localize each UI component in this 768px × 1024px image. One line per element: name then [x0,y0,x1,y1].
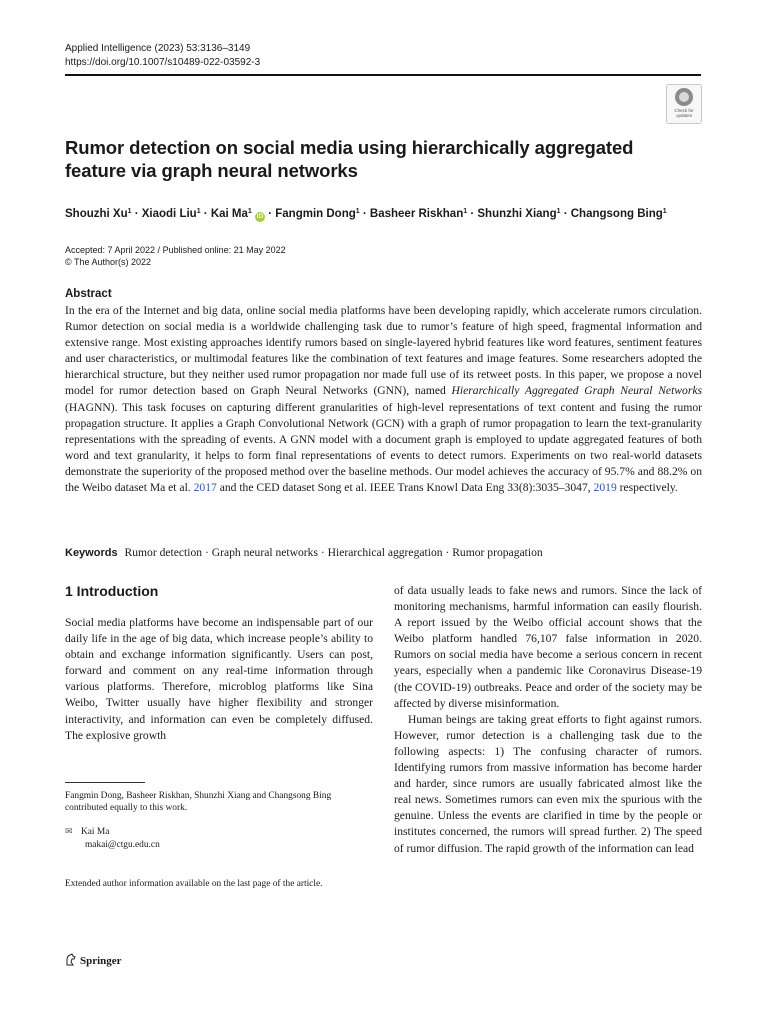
article-title: Rumor detection on social media using hierarchically aggregated feature via graph neural networks [65,137,634,181]
intro-paragraph: Human beings are taking great efforts to fight against rumors. However, rumor detection is a challenging task due to the following aspects: 1) The confusing character of rumors. Identifying rumors from massive information has become harder and harder, since rumors are usually fabricated almost like the real news. Sometimes rumors can even mix the spurious with the genuine. Unless the events are clarified in time by the people or institutes concerned, the rumors will spread further. 2) The speed of rumor diffusion. The rapid growth of the information can lead [394,712,702,855]
author-affiliation: 1 [556,208,561,215]
intro-paragraph: of data usually leads to fake news and rumors. Since the lack of monitoring mechanisms, harmful information can easily flourish. A report issued by the Weibo official account shows that the Weibo platform handled 76,107 false information in 2020. Rumors on social media have become a serious concern in recent years, especially when a pandemic like Coronavirus Disease-19 (the COVID-19) outbreaks. Peace and order of the society may be affected by diverse misinformation. [394,584,702,710]
author-affiliation: 1 [355,208,360,215]
author-name[interactable]: Shouzhi Xu [65,208,128,220]
citation-link[interactable]: 2019 [593,481,617,495]
author-list: Shouzhi $Xu^1$ · Xiaodi Liu$^1$ · Kai Ma$^1$ iD · Fangmin Dong$^1$ · Basheer Riskhan$^1$ · Shunzhi Xiang$^1$ · Changsong Bing$^1$ [65,208,667,220]
author-name[interactable]: Fangmin Dong [275,208,356,220]
corresponding-email-link[interactable]: makai@ctgu.edu.cn [85,839,160,850]
author-name[interactable]: Basheer Riskhan [369,208,464,220]
check-for-updates-icon[interactable] [666,84,702,124]
author-name[interactable]: Kai Ma [210,208,248,220]
check-updates-label-2: updates [675,113,692,118]
mail-envelope-icon: ✉ [65,826,73,836]
abstract-heading: Abstract [65,288,112,300]
footnote-rule [65,782,145,783]
corresponding-author [65,825,160,851]
author-affiliation: 1 [247,208,252,215]
extended-author-info: Extended author information available on the last page of the article. [65,879,323,889]
model-name: Hierarchically Aggregated Graph Neural Networks [451,384,702,398]
intro-paragraph: Social media platforms have become an indispensable part of our daily life in the age of big data, which increase people’s ability to obtain and exchange information significantly. Users can post, forward and comment on any real-time information through various platforms. Therefore, microblog platforms like Sina Weibo, Twitter usually have higher flexibility and stronger interactivity, and information can even be completely diffused. The explosive growth [65,616,373,742]
springer-horse-icon [65,953,77,966]
journal-citation: Applied Intelligence (2023) 53:3136–3149 [65,43,251,54]
header-rule [65,74,701,76]
abstract-text: In the era of the Internet and big data, online social media platforms have been developing rapidly, which accelerate rumors circulation. Rumor detection on social media is a worldwide challenging task due to rumor’s feature of high speed, fragmental information and extensive range. Most existing approaches identify rumors based on single-layered hybrid features like word features, sentiment features and user characteristics, or multimodal features like the combination of text features and image features. Some researchers adopted the hierarchical structure, but they neither used rumor propagation nor made full use of its retweet posts. In this paper, we propose a novel model for rumor detection based on Graph Neural Networks (GNN), named Hierarchically Aggregated Graph Neural Networks (HAGNN). This task focuses on capturing different granularities of high-level representations of text content and fusing the rumor propagation structure. It applies a Graph Convolutional Network (GCN) with a graph of rumor propagation to learn the text-granularity representations with the spreading of events. A GNN model with a document graph is employed to update aggregated features of both word and text granularity, it helps to form final representations of events to detect rumors. Experiments on two real-world datasets demonstrate the superiority of the proposed method over the baseline methods. Our model achieves the accuracy of 95.7% and 88.2% on the Weibo dataset Ma et al. 2017 and the CED dataset Song et al. IEEE Trans Knowl Data Eng 33(8):3035–3047, 2019 respectively. [65,304,702,495]
left-column [65,615,373,744]
orcid-icon[interactable]: iD [256,213,264,220]
keywords [65,545,702,561]
doi-link[interactable]: https://doi.org/10.1007/s10489-022-03592-3 [65,57,261,68]
check-updates-ring [675,88,693,106]
author-name[interactable]: Changsong Bing [570,208,663,220]
section-heading-introduction: 1 Introduction [65,583,159,599]
author-affiliation: 1 [196,208,201,215]
keywords-text: Rumor detection · Graph neural networks · Hierarchical aggregation · Rumor propagation [124,546,543,559]
author-affiliation: 1 [127,208,132,215]
author-name[interactable]: Shunzhi Xiang [477,208,557,220]
publisher-footer [65,953,122,968]
copyright-notice: © The Author(s) 2022 [65,257,152,267]
author-name[interactable]: Xiaodi Liu [141,208,197,220]
corresponding-name: Kai Ma [81,827,110,837]
right-column [394,583,702,857]
check-updates-label-1: Check for [674,108,694,113]
citation-link[interactable]: 2017 [193,481,217,495]
keywords-label: Keywords [65,547,118,559]
publisher-name: Springer [80,955,122,967]
author-affiliation: 1 [662,208,667,215]
author-affiliation: 1 [463,208,468,215]
equal-contribution-note: Fangmin Dong, Basheer Riskhan, Shunzhi Xiang and Changsong Bing contributed equally to this work. [65,791,332,813]
publication-dates: Accepted: 7 April 2022 / Published online: 21 May 2022 [65,245,286,255]
